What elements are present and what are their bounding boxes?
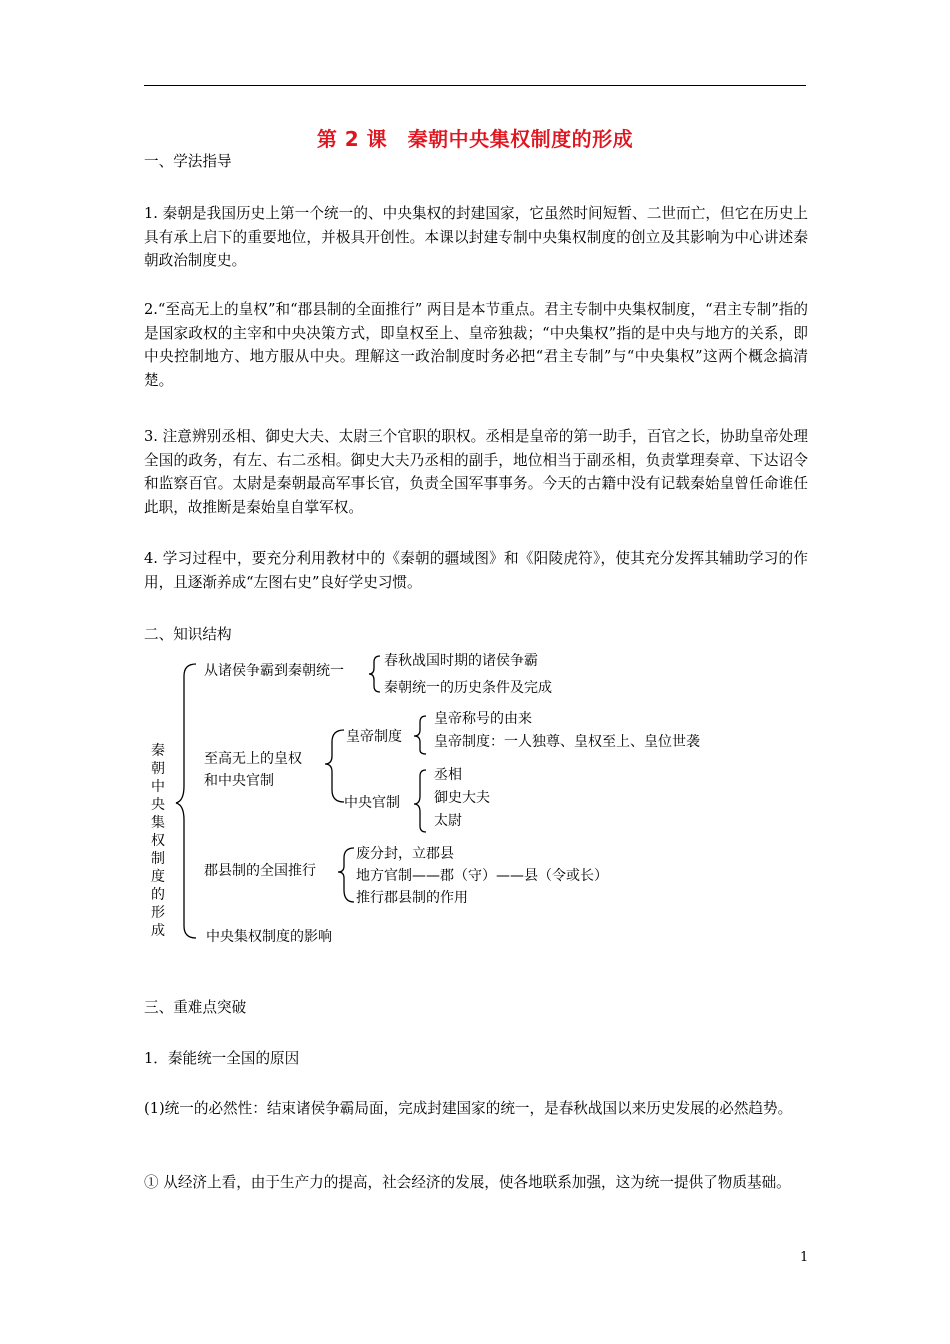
paragraph-4: 4. 学习过程中，要充分利用教材中的《秦朝的疆域图》和《阳陵虎符》，使其充分发挥其辅助学习的作用，且逐渐养成“左图右史”良好学史习惯。 <box>144 550 808 591</box>
node-2a2: 皇帝制度：一人独尊、皇权至上、皇位世袭 <box>434 734 700 750</box>
node-1: 从诸侯争霸到秦朝统一 <box>204 663 344 679</box>
node-3: 郡县制的全国推行 <box>204 863 316 879</box>
section-heading-1: 一、学法指导 <box>144 153 232 170</box>
node-3c: 推行郡县制的作用 <box>356 890 468 906</box>
node-3b: 地方官制——郡（守）——县（令或长） <box>356 868 608 884</box>
brace-1 <box>369 656 380 692</box>
node-2b2: 御史大夫 <box>434 790 490 806</box>
knowledge-structure-diagram <box>144 646 744 946</box>
paragraph-2: 2.“至高无上的皇权”和“郡县制的全面推行” 两目是本节重点。君主专制中央集权制度，“君主专制”指的是国家政权的主宰和中央决策方式，即皇权至上、皇帝独裁；“中央集权”指的是中央与地方的关系，即中央控制地方、地方服从中央。理解这一政治制度时务必把“君主专制”与“中央集权”这两个概念搞清楚。 <box>144 301 808 389</box>
header-rule <box>144 85 806 86</box>
paragraph-s3-2: ① 从经济上看，由于生产力的提高，社会经济的发展，使各地联系加强，这为统一提供了物质基础。 <box>144 1174 791 1191</box>
node-2b3: 太尉 <box>434 813 462 829</box>
node-2-line1: 至高无上的皇权 <box>204 751 302 767</box>
brace-2 <box>325 730 344 802</box>
section-heading-2: 二、知识结构 <box>144 626 232 643</box>
brace-3 <box>338 848 354 902</box>
section-heading-3: 三、重难点突破 <box>144 999 247 1016</box>
node-2b: 中央官制 <box>344 795 400 811</box>
node-2-line2: 和中央官制 <box>204 773 274 789</box>
brace-2a <box>414 716 426 754</box>
main-brace <box>176 664 196 938</box>
diagram-root-label: 秦朝中央集权制度的形成 <box>151 743 165 939</box>
node-4: 中央集权制度的影响 <box>206 929 332 945</box>
node-2b1: 丞相 <box>434 767 462 783</box>
page-number: 1 <box>800 1250 809 1265</box>
node-2a: 皇帝制度 <box>346 729 402 745</box>
paragraph-1: 1. 秦朝是我国历史上第一个统一的、中央集权的封建国家，它虽然时间短暂、二世而亡，但它在历史上具有承上启下的重要地位，并极具开创性。本课以封建专制中央集权制度的创立及其影响为中心讲述秦朝政治制度史。 <box>144 205 808 270</box>
node-3a: 废分封，立郡县 <box>356 846 454 862</box>
brace-2b <box>414 770 426 832</box>
node-1b: 秦朝统一的历史条件及完成 <box>384 680 552 696</box>
node-2a1: 皇帝称号的由来 <box>434 711 532 727</box>
paragraph-s3-1: (1)统一的必然性：结束诸侯争霸局面，完成封建国家的统一，是春秋战国以来历史发展的必然趋势。 <box>144 1100 793 1117</box>
subheading-reasons: 1．秦能统一全国的原因 <box>144 1050 300 1067</box>
page-title: 第 2 课 秦朝中央集权制度的形成 <box>316 127 634 151</box>
paragraph-3: 3. 注意辨别丞相、御史大夫、太尉三个官职的职权。丞相是皇帝的第一助手，百官之长，协助皇帝处理全国的政务，有左、右二丞相。御史大夫乃丞相的副手，地位相当于副丞相，负责掌理奏章、下达诏令和监察百官。太尉是秦朝最高军事长官，负责全国军事事务。今天的古籍中没有记载秦始皇曾任命谁任此职，故推断是秦始皇自掌军权。 <box>144 428 808 516</box>
node-1a: 春秋战国时期的诸侯争霸 <box>384 653 538 669</box>
